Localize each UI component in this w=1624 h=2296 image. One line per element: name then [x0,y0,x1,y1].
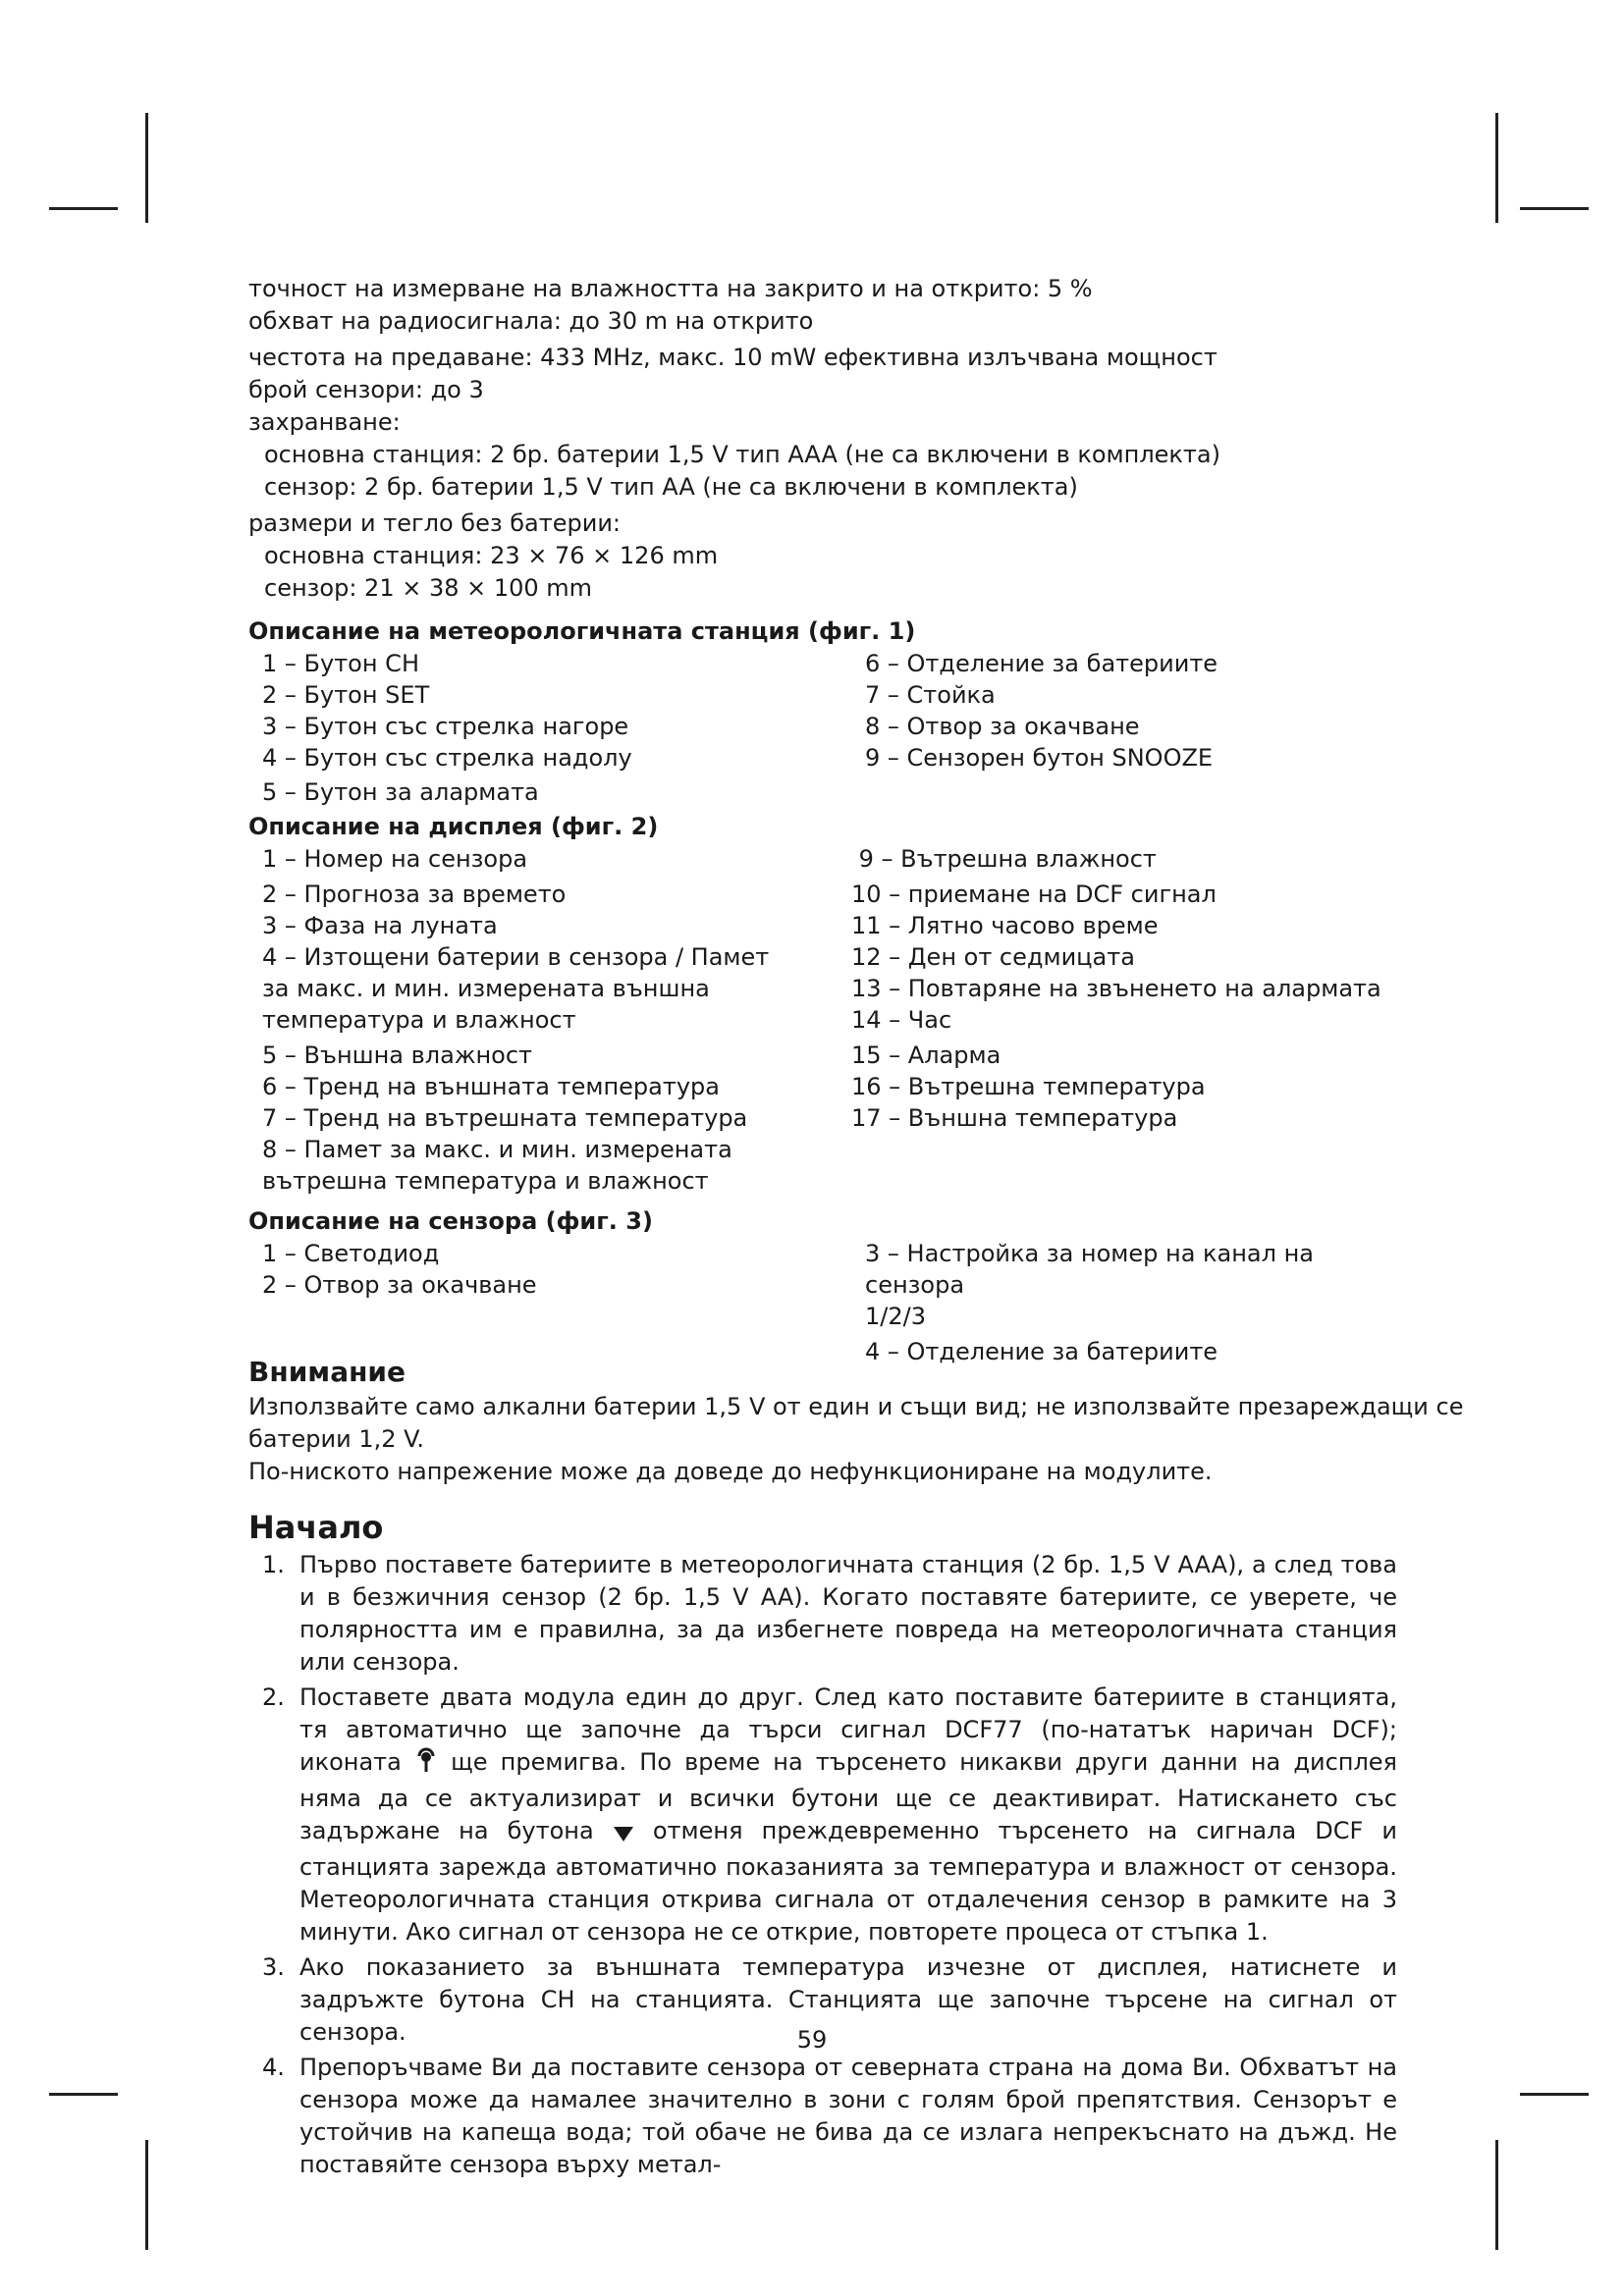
list-item: 3 – Настройка за номер на канал на сензора [865,1240,1315,1299]
list-item: 7 – Тренд на вътрешната температура [262,1104,748,1132]
list-item: 8 – Отвор за окачване [865,713,1140,740]
list-item: 3 – Бутон със стрелка нагоре [262,713,629,740]
station-parts-left [262,648,841,808]
list-item: 6 – Отделение за батериите [865,650,1218,677]
display-description-heading: Описание на дисплея (фиг. 2) [248,813,659,840]
crop-mark-bottom-left-vertical [145,2140,148,2250]
getting-started-steps [248,1549,1397,2181]
list-item-continuation: 1/2/3 [865,1303,926,1330]
station-parts-list [248,648,1397,810]
step-2 [248,1682,1397,1949]
sensor-parts-left [262,1238,841,1301]
sensor-description-heading: Описание на сензора (фиг. 3) [248,1207,653,1235]
list-item: 2 – Бутон SET [262,681,430,709]
attention-text-line2: батерии 1,2 V. [248,1425,425,1453]
step-number: 4. [262,2054,285,2081]
spec-power-station: основна станция: 2 бр. батерии 1,5 V тип AAA (не са включени в комплекта) [264,441,1220,468]
crop-mark-top-left-vertical [145,113,148,223]
list-item: 16 – Вътрешна температура [851,1073,1206,1100]
dcf-antenna-icon [414,1746,438,1783]
spec-frequency: честота на предаване: 433 MHz, макс. 10 mW ефективна излъчвана мощност [248,344,1218,371]
attention-text-line1: Използвайте само алкални батерии 1,5 V от един и същи вид; не използвайте презареждащи се [248,1393,1464,1420]
crop-mark-bottom-left-horizontal [49,2093,118,2096]
list-item: 13 – Повтаряне на звъненето на алармата [851,975,1381,1002]
step-number: 2. [262,1683,285,1711]
list-item: 2 – Прогноза за времето [262,881,567,908]
list-item: 15 – Аларма [851,1041,1001,1069]
step-1-text: Първо поставете батериите в метеорологичната станция (2 бр. 1,5 V AAA), а след това и в безжичния сензор (2 бр. 1,5 V AA). Когато поставяте батериите, се уверете, че полярността им е правилна, за да избегнете повреда на метеорологичната станция или сензора. [299,1551,1397,1676]
step-4-text: Препоръчваме Ви да поставите сензора от северната страна на дома Ви. Обхватът на сензора може да намалее значително в зони с голям брой препятствия. Сензорът е устойчив на капеща вода; той обаче не бива да се излага непрекъснато на дъжд. Не поставяйте сензора върху метал- [299,2054,1397,2178]
station-parts-right [865,648,1415,774]
specifications-block [248,273,1397,605]
list-item-continuation: вътрешна температура и влажност [262,1167,709,1195]
getting-started-heading: Начало [248,1509,384,1546]
crop-mark-top-right-vertical [1495,113,1498,223]
list-item-continuation: за макс. и мин. измерената външна [262,975,710,1002]
sensor-parts-right [865,1238,1415,1367]
list-item: 9 – Вътрешна влажност [851,845,1157,873]
list-item: 3 – Фаза на луната [262,912,498,939]
crop-mark-bottom-right-vertical [1495,2140,1498,2250]
display-elements-right [851,843,1401,1134]
down-triangle-icon [613,1819,634,1851]
step-1 [248,1549,1397,1679]
station-description-heading: Описание на метеорологичната станция (фиг. 1) [248,617,916,645]
step-2-text-c: отменя преждевременно търсенето на сигнала DCF и станцията зарежда автоматично показанията за температура и влажност от сензора. Метеорологичната станция открива сигнала от отдалечения сензор в рамките на 3 минути. Ако сигнал от сензора не се открие, повторете процеса от стъпка 1. [299,1817,1397,1946]
list-item: 1 – Бутон CH [262,650,419,677]
step-number: 3. [262,1953,285,1981]
step-3-text: Ако показанието за външната температура изчезне от дисплея, натиснете и задръжте бутона CH на станцията. Станцията ще започне търсене на сигнал от сензора. [299,1953,1397,2046]
step-2-text-a: Поставете двата модула един до друг. След като поставите батериите в станцията, тя автоматично ще започне да търси сигнал DCF77 (по-нататък наричан DCF); иконата [299,1683,1397,1776]
spec-radio-range: обхват на радиосигнала: до 30 m на открито [248,307,814,335]
crop-mark-top-left-horizontal [49,207,118,210]
list-item: 8 – Памет за макс. и мин. измерената [262,1136,732,1163]
list-item: 6 – Тренд на външната температура [262,1073,720,1100]
list-item: 1 – Номер на сензора [262,845,528,873]
crop-mark-bottom-right-horizontal [1520,2093,1589,2096]
list-item: 1 – Светодиод [262,1240,440,1267]
list-item: 7 – Стойка [865,681,996,709]
attention-heading: Внимание [248,1356,406,1388]
list-item: 5 – Бутон за алармата [262,778,539,806]
sensor-parts-list [248,1238,1397,1365]
list-item: 4 – Отделение за батериите [865,1338,1218,1365]
display-elements-list [248,843,1397,1204]
list-item: 4 – Бутон със стрелка надолу [262,744,632,772]
spec-dimensions-sensor: сензор: 21 × 38 × 100 mm [264,574,593,602]
step-4 [248,2052,1397,2181]
spec-dimensions-station: основна станция: 23 × 76 × 126 mm [264,542,719,569]
crop-mark-top-right-horizontal [1520,207,1589,210]
step-2-text-b: ще премигва. По време на търсенето никакви други данни на дисплея няма да се актуализират и всички бутони ще се деактивират. Натискането със задържане на бутона [299,1748,1397,1844]
list-item: 14 – Час [851,1006,952,1034]
attention-text-line3: По-ниското напрежение може да доведе до нефункциониране на модулите. [248,1458,1213,1485]
spec-sensor-count: брой сензори: до 3 [248,376,484,403]
list-item: 12 – Ден от седмицата [851,943,1135,971]
list-item: 5 – Външна влажност [262,1041,532,1069]
display-elements-left [262,843,841,1197]
spec-power-label: захранване: [248,408,401,436]
page-content [248,273,1464,2184]
list-item: 4 – Изтощени батерии в сензора / Памет [262,943,770,971]
list-item: 10 – приемане на DCF сигнал [851,881,1217,908]
list-item: 17 – Външна температура [851,1104,1178,1132]
spec-power-sensor: сензор: 2 бр. батерии 1,5 V тип AA (не са включени в комплекта) [264,473,1078,501]
list-item: 2 – Отвор за окачване [262,1271,537,1299]
spec-dimensions-label: размери и тегло без батерии: [248,509,621,537]
list-item: 11 – Лятно часово време [851,912,1159,939]
step-number: 1. [262,1551,285,1578]
page-number: 59 [796,2026,828,2054]
spec-humidity-accuracy: точност на измерване на влажността на закрито и на открито: 5 % [248,275,1093,302]
list-item: 9 – Сензорен бутон SNOOZE [865,744,1214,772]
list-item-continuation: температура и влажност [262,1006,576,1034]
